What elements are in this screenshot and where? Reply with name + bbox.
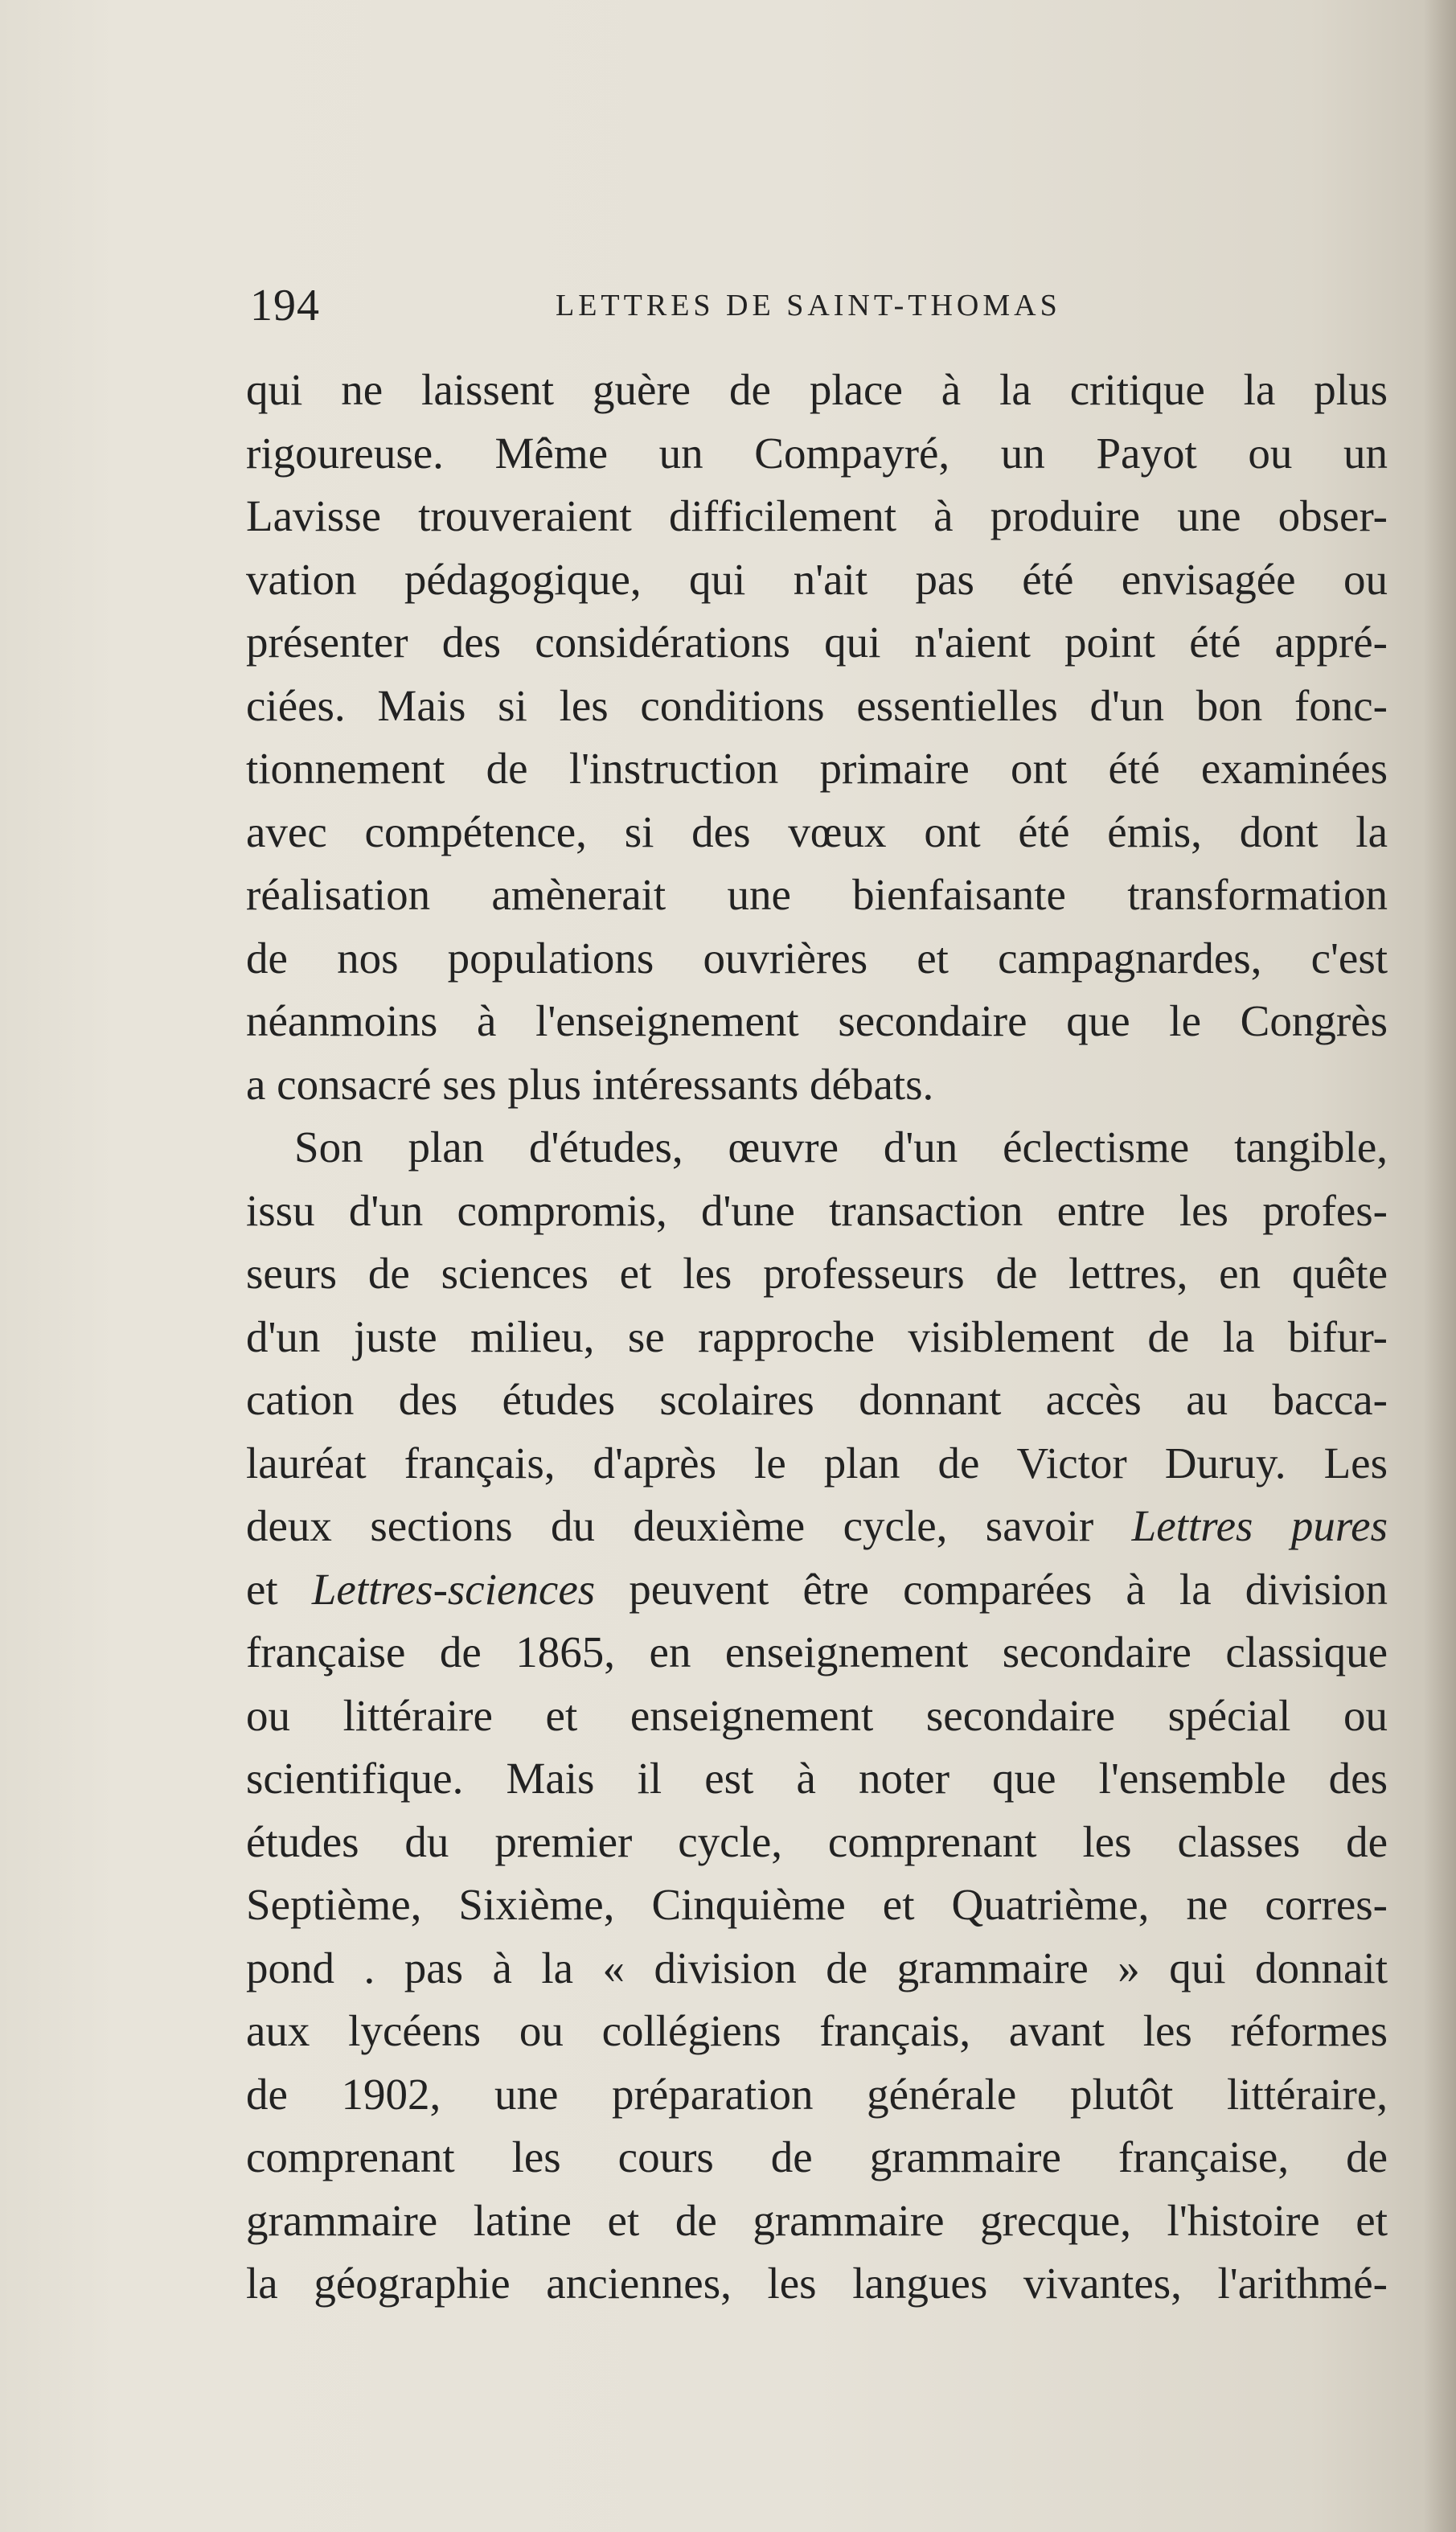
text-segment: deux sections du deuxième cycle, savoir (246, 1501, 1132, 1550)
text-line: de 1902, une préparation générale plutôt littéraire, (246, 2069, 1388, 2119)
text-line: ciées. Mais si les conditions essentielles d'un bon fonc- (246, 680, 1388, 730)
text-line: présenter des considérations qui n'aient point été appré- (246, 618, 1388, 667)
text-line: aux lycéens ou collégiens français, avant les réformes (246, 2006, 1388, 2055)
page-header (250, 281, 1382, 330)
text-line: scientifique. Mais il est à noter que l'ensemble des (246, 1754, 1388, 1803)
text-line: qui ne laissent guère de place à la critique la plus (246, 365, 1388, 414)
text-line: réalisation amènerait une bienfaisante transformation (246, 870, 1388, 919)
text-line: grammaire latine et de grammaire grecque, l'histoire et (246, 2195, 1388, 2245)
text-line: avec compétence, si des vœux ont été émis, dont la (246, 806, 1388, 856)
text-line: néanmoins à l'enseignement secondaire que le Congrès (246, 996, 1388, 1045)
page-number: 194 (250, 281, 320, 330)
text-line: la géographie anciennes, les langues vivantes, l'arithmé- (246, 2259, 1388, 2308)
text-line: issu d'un compromis, d'une transaction entre les profes- (246, 1185, 1388, 1235)
body-text (246, 359, 1388, 2316)
text-line: cation des études scolaires donnant accès au bacca- (246, 1375, 1388, 1424)
text-line: pond . pas à la « division de grammaire » qui donnait (246, 1943, 1388, 1992)
text-segment: et (246, 1564, 312, 1614)
text-line: tionnement de l'instruction primaire ont été examinées (246, 744, 1388, 793)
running-title: LETTRES DE SAINT-THOMAS (556, 289, 1061, 322)
text-line: lauréat français, d'après le plan de Victor Duruy. Les (246, 1438, 1388, 1488)
text-line: Son plan d'études, œuvre d'un éclectisme tangible, (294, 1122, 1388, 1172)
italic-title: Lettres pures (1131, 1501, 1388, 1550)
text-line: ou littéraire et enseignement secondaire spécial ou (246, 1690, 1388, 1740)
text-line: Lavisse trouveraient difficilement à produire une obser- (246, 491, 1388, 540)
text-line: vation pédagogique, qui n'ait pas été envisagée ou (246, 554, 1388, 604)
text-line: Septième, Sixième, Cinquième et Quatrième, ne corres- (246, 1880, 1388, 1929)
text-line (246, 1495, 1388, 1558)
text-line: comprenant les cours de grammaire française, de (246, 2132, 1388, 2181)
text-line: rigoureuse. Même un Compayré, un Payot ou un (246, 428, 1388, 478)
text-line: française de 1865, en enseignement secondaire classique (246, 1627, 1388, 1676)
text-line (246, 1558, 1388, 1622)
text-line: a consacré ses plus intéressants débats. (246, 1059, 934, 1109)
text-line: d'un juste milieu, se rapproche visiblement de la bifur- (246, 1311, 1388, 1361)
text-line: de nos populations ouvrières et campagnardes, c'est (246, 933, 1388, 983)
italic-title: Lettres-sciences (311, 1564, 596, 1614)
text-line: seurs de sciences et les professeurs de lettres, en quête (246, 1249, 1388, 1298)
text-line: études du premier cycle, comprenant les classes de (246, 1816, 1388, 1866)
text-segment: peuvent être comparées à la division (595, 1564, 1388, 1614)
